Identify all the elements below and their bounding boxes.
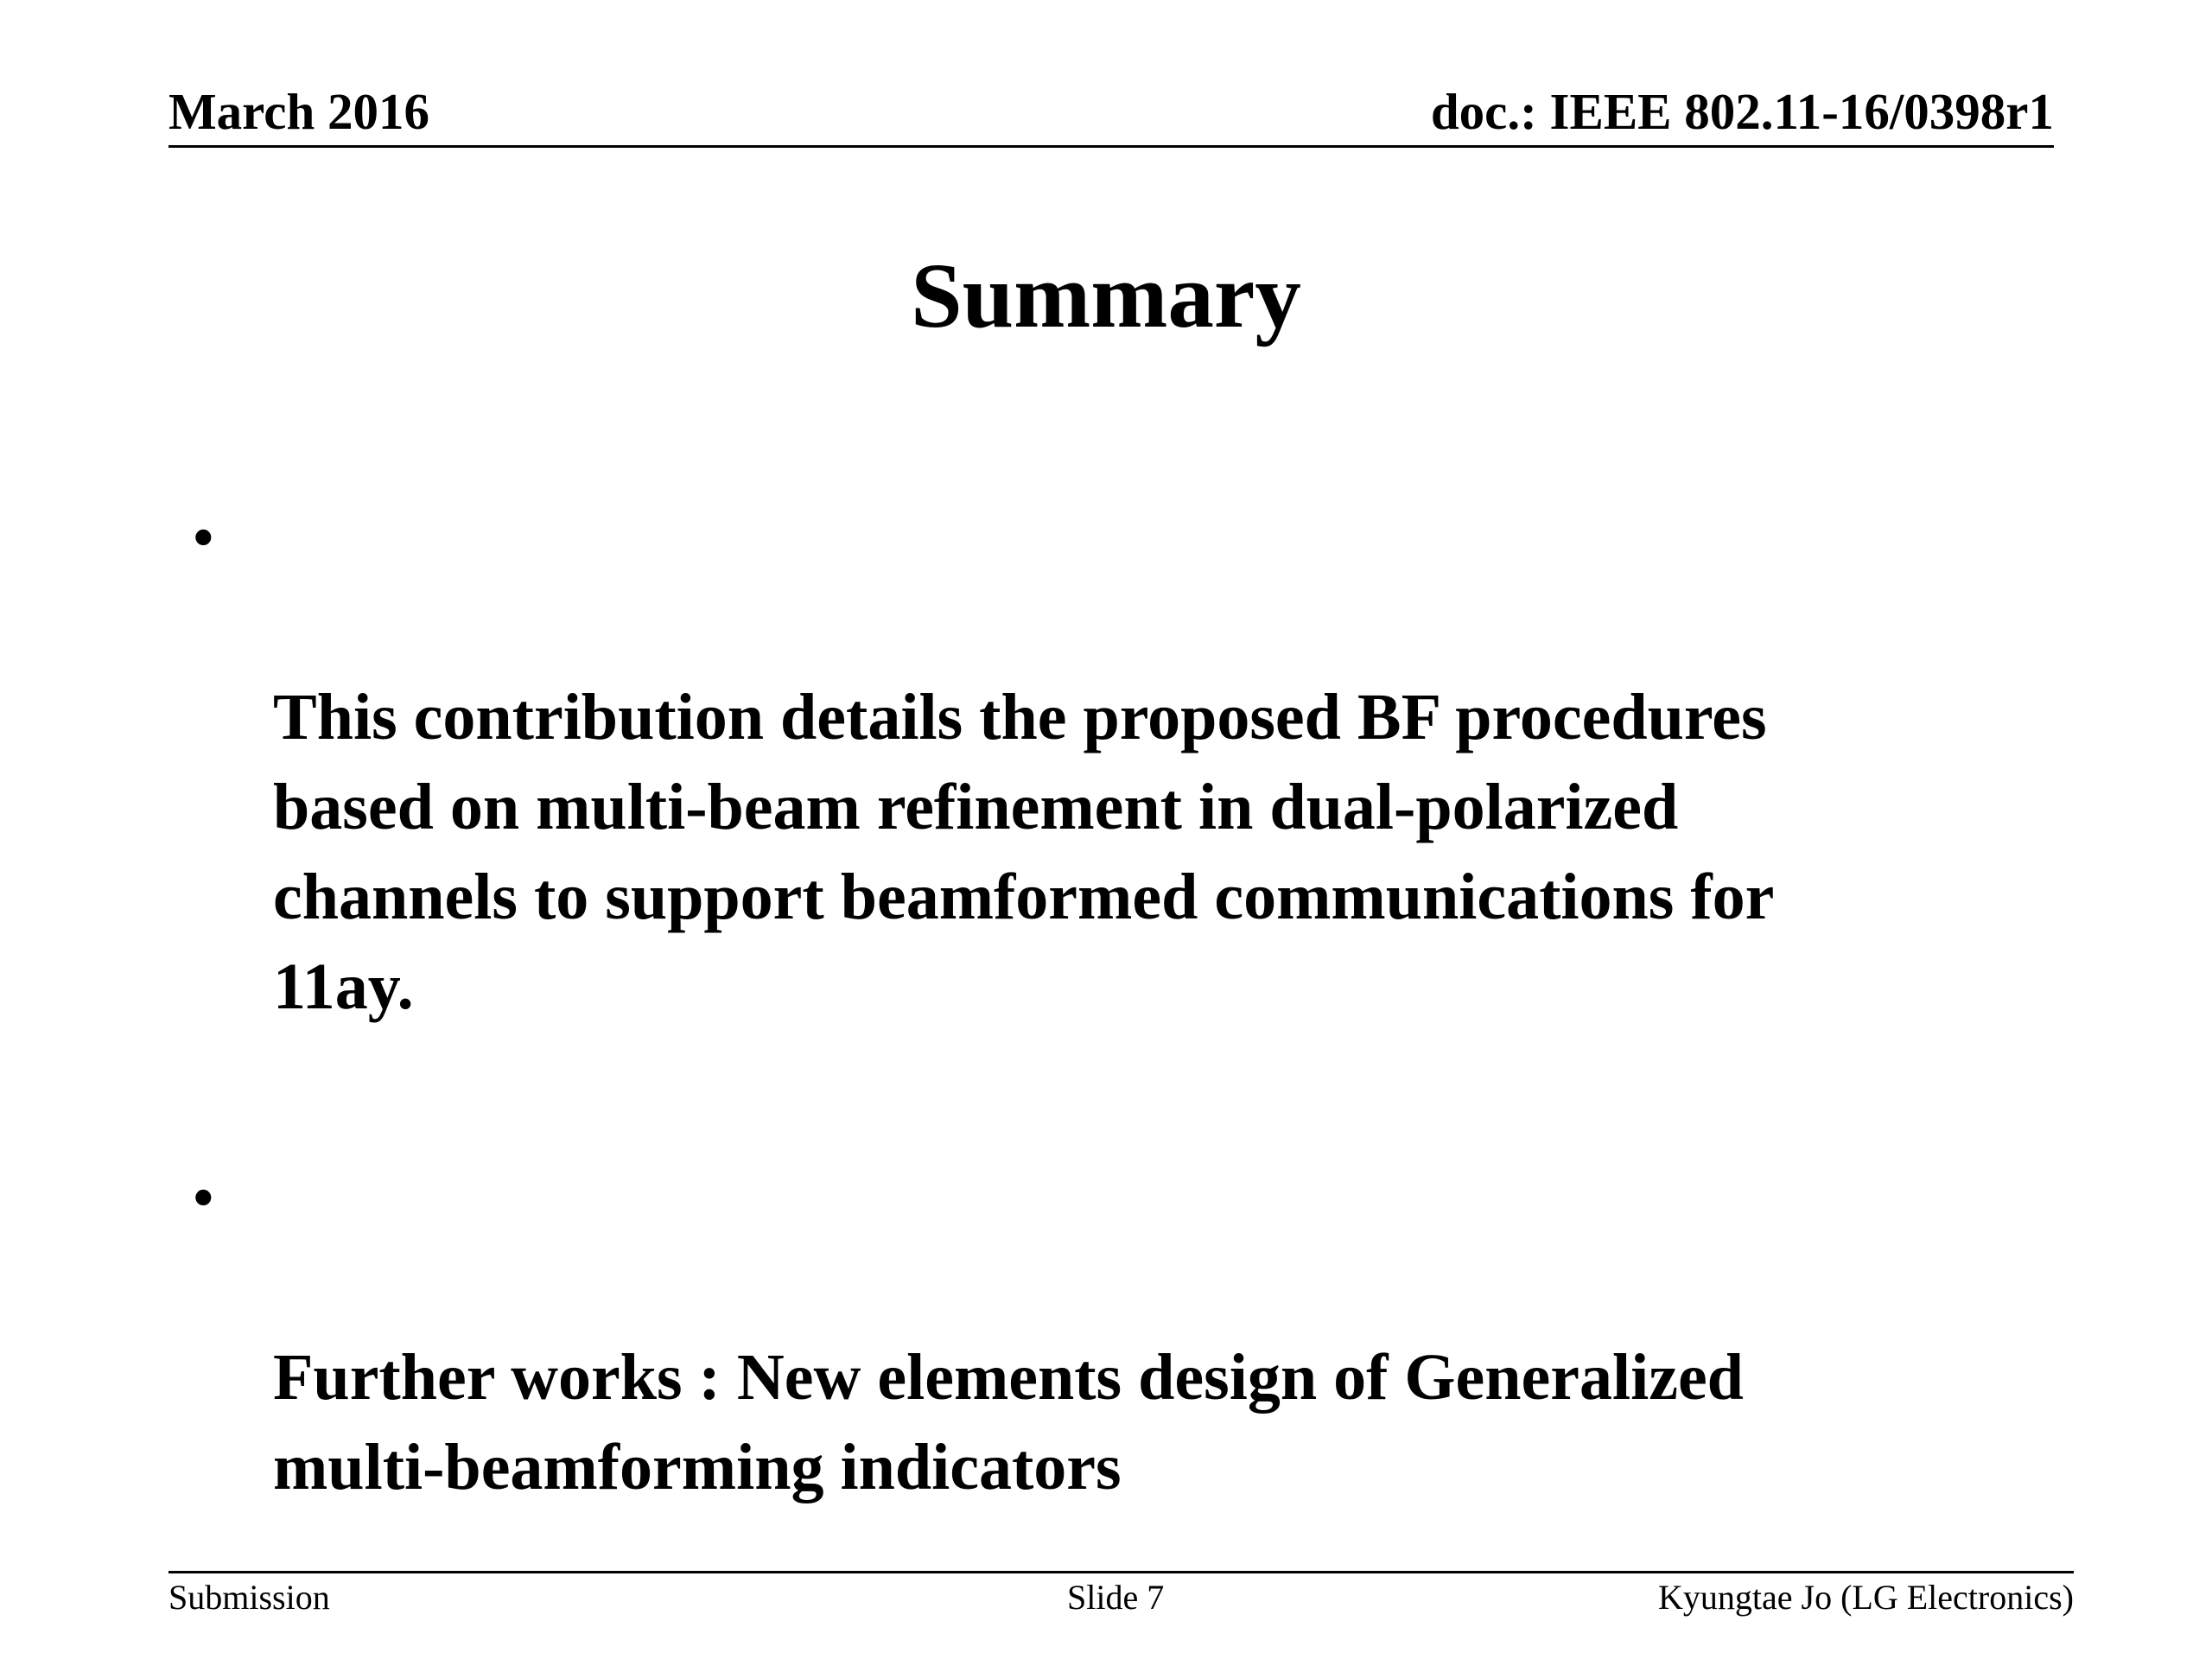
bullet-marker: • [192,1161,215,1234]
header-date: March 2016 [168,83,430,140]
bullet-item [173,493,2074,1032]
slide-title: Summary [911,245,1301,347]
bullet-text: Further works : New elements design of Generalized multi-beamforming indicators [273,1341,1744,1503]
footer-submission: Submission [168,1578,330,1617]
bullet-list [173,493,2074,1512]
footer-author: Kyungtae Jo (LG Electronics) [1658,1578,2074,1617]
footer-divider [168,1571,2074,1573]
header-divider [168,145,2054,148]
header-doc-id: doc.: IEEE 802.11-16/0398r1 [1430,83,2054,140]
bullet-item [173,1153,2074,1512]
footer-slide-number: Slide 7 [1067,1578,1165,1617]
bullet-marker: • [192,501,215,574]
bullet-text: This contribution details the proposed BF procedures based on multi-beam refinement in dual-polarized channels to support beamformed communications for 11ay. [273,681,1775,1023]
